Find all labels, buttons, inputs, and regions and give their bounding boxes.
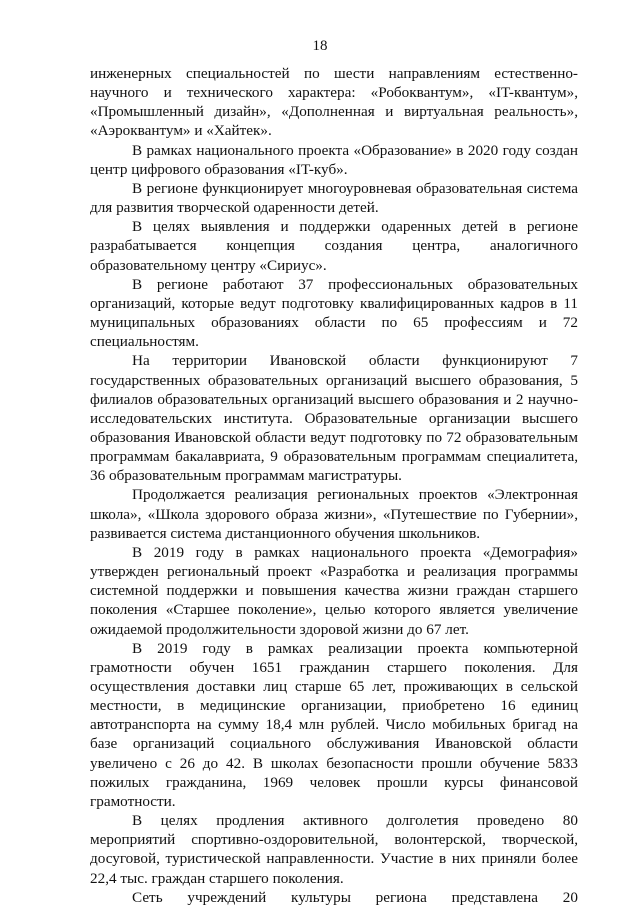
paragraph: В 2019 году в рамках реализации проекта компьютерной грамотности обучен 1651 гражданин старшего поколения. Для осуществления доставки лиц старше 65 лет, проживающих в сельской местности, в медицинские организации, приобретено 16 единиц автотранспорта на сумму 18,4 млн рублей. Число мобильных бригад на базе организаций социального обслуживания Ивановской области увеличено с 26 до 42. В школах безопасности прошли обучение 5833 пожилых гражданина, 1969 человек прошли курсы финансовой грамотности. (90, 639, 578, 810)
body-text (90, 64, 578, 907)
paragraph: В целях выявления и поддержки одаренных детей в регионе разрабатывается концепция создания центра, аналогичного образовательному центру «Сириус». (90, 218, 578, 274)
paragraph-trailing: Сеть учреждений культуры региона представлена 20 (132, 888, 578, 906)
paragraph: Продолжается реализация региональных проектов «Электронная школа», «Школа здорового образа жизни», «Путешествие по Губернии», развивается система дистанционного обучения школьников. (90, 486, 578, 542)
paragraph-continuation: инженерных специальностей по шести направлениям естественно-научного и технического характера: «Робоквантум», «IT-квантум», «Промышленный дизайн», «Дополненная и виртуальная реальность», «Аэроквантум» и «Хайтек». (90, 65, 578, 140)
paragraph: В 2019 году в рамках национального проекта «Демография» утвержден региональный проект «Разработка и реализация программы системной поддержки и повышения качества жизни граждан старшего поколения «Старшее поколение», целью которого является увеличение ожидаемой продолжительности здоровой жизни до 67 лет. (90, 543, 578, 638)
page-number: 18 (312, 38, 328, 54)
paragraph: В целях продления активного долголетия проведено 80 мероприятий спортивно-оздоровительной, волонтерской, творческой, досуговой, туристической направленности. Участие в них приняли более 22,4 тыс. граждан старшего поколения. (90, 812, 578, 887)
paragraph: В регионе работают 37 профессиональных образовательных организаций, которые ведут подготовку квалифицированных кадров в 11 муниципальных образованиях области по 65 профессиям и 72 специальностям. (90, 275, 578, 351)
paragraph: На территории Ивановской области функционируют 7 государственных образовательных организаций высшего образования, 5 филиалов образовательных организаций высшего образования и 2 научно-исследовательских института. Образовательные организации высшего образования Ивановской области ведут подготовку по 72 образовательным программам бакалавриата, 9 образовательным программам специалитета, 36 образовательным программам магистратуры. (90, 352, 578, 485)
paragraph: В рамках национального проекта «Образование» в 2020 году создан центр цифрового образования «IT-куб». (90, 141, 578, 178)
paragraph: В регионе функционирует многоуровневая образовательная система для развития творческой одаренности детей. (90, 179, 578, 217)
